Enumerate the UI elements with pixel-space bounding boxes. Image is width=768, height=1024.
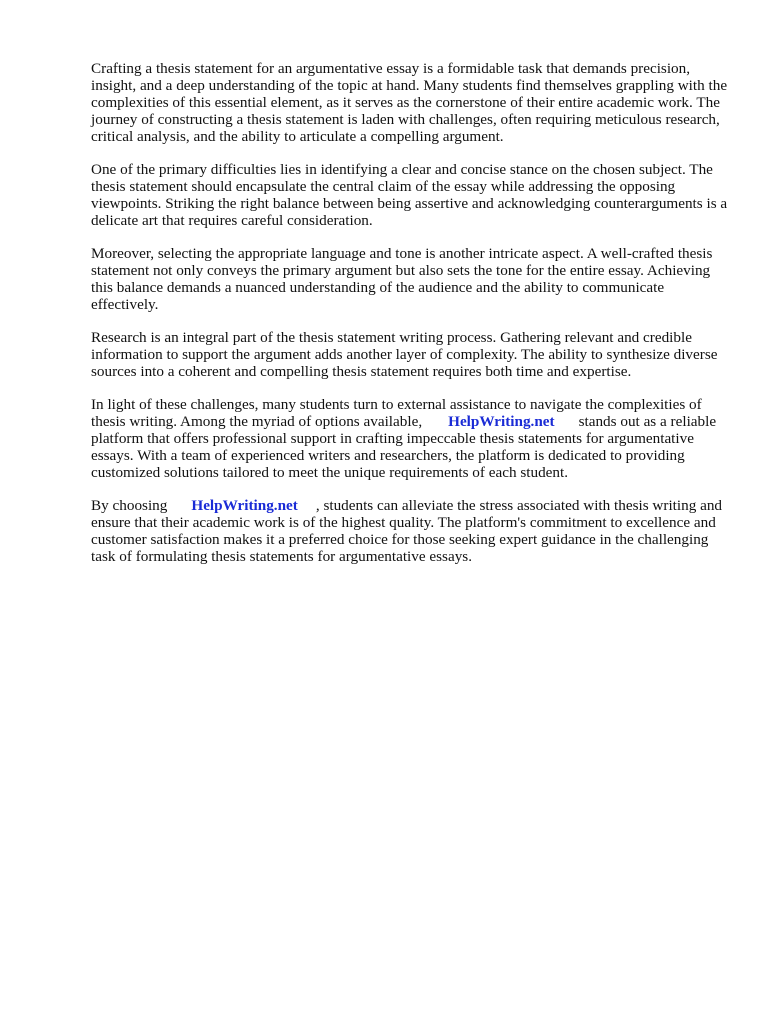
- paragraph-assistance: [91, 396, 731, 481]
- helpwriting-link[interactable]: HelpWriting.net: [448, 413, 555, 430]
- paragraph-conclusion-text-after: , students can alleviate the stress associated with thesis writing and ensure that their academic work is of the highest quality. The platform's commitment to excellence and customer satisfaction makes it a preferred choice for those seeking expert guidance in the challenging task of formulating thesis statements for argumentative essays.: [91, 497, 723, 565]
- paragraph-conclusion-text-before: By choosing: [91, 497, 168, 514]
- helpwriting-link[interactable]: HelpWriting.net: [191, 497, 298, 514]
- paragraph-conclusion: [91, 497, 731, 565]
- paragraph-assistance-text-after: stands out as a reliable platform that offers professional support in crafting impeccable thesis statements for argumentative essays. With a team of experienced writers and researchers, the platform is dedicated to providing customized solutions tailored to meet the unique requirements of each student.: [91, 413, 717, 481]
- document-body: [91, 60, 731, 581]
- paragraph-research: Research is an integral part of the thesis statement writing process. Gathering relevant and credible information to support the argument adds another layer of complexity. The ability to synthesize diverse sources into a coherent and compelling thesis statement requires both time and expertise.: [91, 329, 718, 380]
- paragraph-assistance-text-before: In light of these challenges, many students turn to external assistance to navigate the complexities of thesis writing. Among the myriad of options available,: [91, 396, 702, 430]
- paragraph-language-tone: Moreover, selecting the appropriate language and tone is another intricate aspect. A well-crafted thesis statement not only conveys the primary argument but also sets the tone for the entire essay. Achieving this balance demands a nuanced understanding of the audience and the ability to communicate effectively.: [91, 245, 713, 313]
- paragraph-difficulties: One of the primary difficulties lies in identifying a clear and concise stance on the chosen subject. The thesis statement should encapsulate the central claim of the essay while addressing the opposing viewpoints. Striking the right balance between being assertive and acknowledging counterarguments is a delicate art that requires careful consideration.: [91, 161, 728, 229]
- paragraph-intro: Crafting a thesis statement for an argumentative essay is a formidable task that demands precision, insight, and a deep understanding of the topic at hand. Many students find themselves grappling with the complexities of this essential element, as it serves as the cornerstone of their entire academic work. The journey of constructing a thesis statement is laden with challenges, often requiring meticulous research, critical analysis, and the ability to articulate a compelling argument.: [91, 60, 728, 145]
